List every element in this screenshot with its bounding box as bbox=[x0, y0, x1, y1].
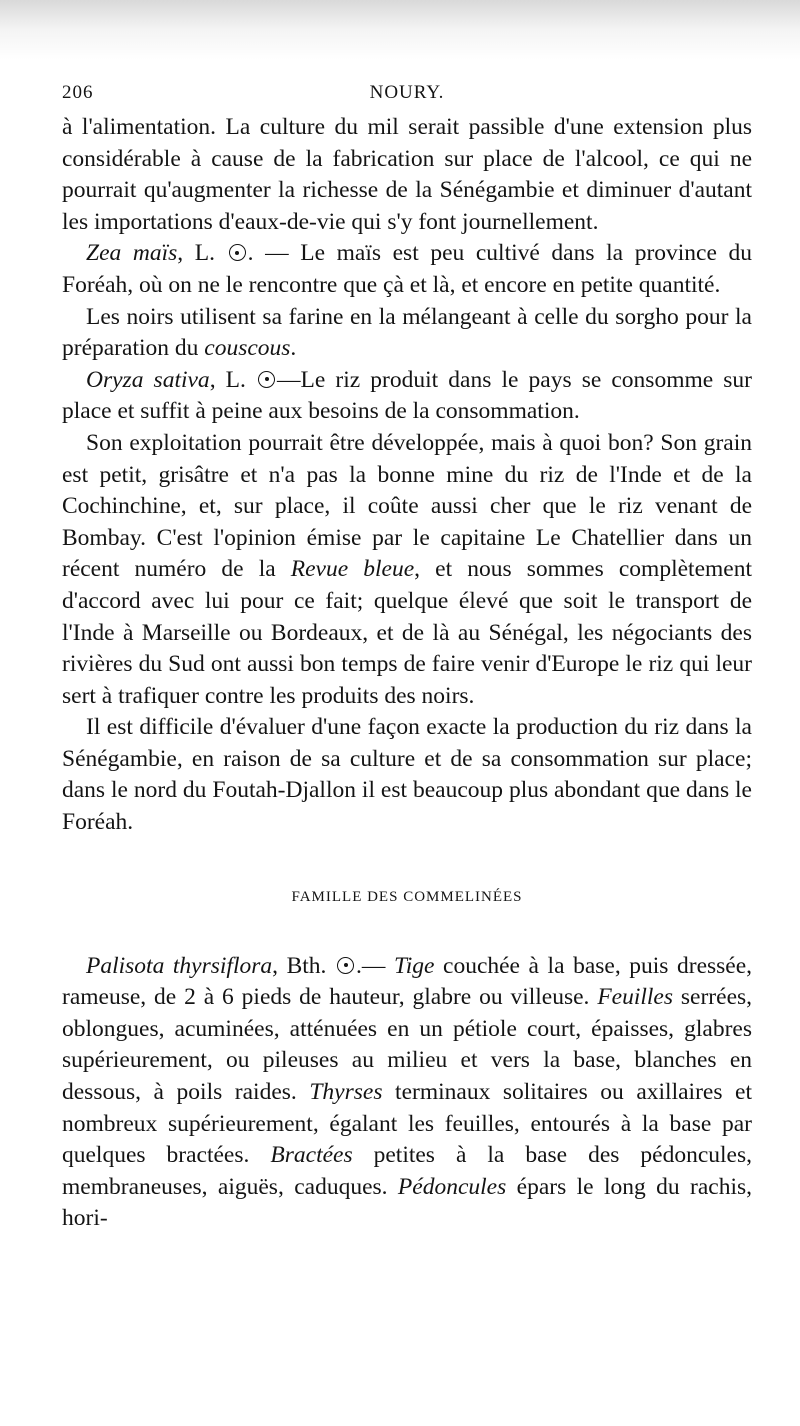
page-header bbox=[62, 82, 752, 106]
tige-description: couchée à la base, puis dressée, rameuse, de 2 à 6 pieds de hauteur, glabre ou villeuse. bbox=[62, 952, 753, 1011]
species-name-zea-mais: Zea maïs bbox=[86, 240, 178, 267]
species-author: , L. bbox=[209, 366, 246, 393]
species-author: , L. bbox=[177, 240, 215, 267]
paragraph-text: —Le riz produit dans le pays se consomme sur place et suffit à peine aux besoins de la consommation. bbox=[62, 366, 753, 425]
term-pedoncules: Pédoncules bbox=[397, 1173, 507, 1200]
term-thyrses: Thyrses bbox=[309, 1079, 383, 1106]
annual-plant-symbol-icon bbox=[337, 957, 354, 974]
running-head: NOURY. bbox=[369, 82, 445, 103]
paragraph-production: Il est difficile d'évaluer d'une façon exacte la production du riz dans la Sénégambie, en raison de sa culture et de sa consommation sur place; dans le nord du Foutah-Djallon il est beaucoup plus abondant que dans le Foréah. bbox=[62, 714, 752, 836]
paragraph-palisota: Palisota thyrsiflora, Bth. .— Tige couchée à la base, puis dressée, rameuse, de 2 à 6 pieds de hauteur, glabre ou villeuse. Feuilles serrées, oblongues, acuminées, atténuées en un pétiole court, épaisses, glabres supérieurement, ou pileuses au milieu et vers la base, blanches en dessous, à poils raides. Thyrses terminaux solitaires ou axillaires et nombreux supérieurement, égalant les feuilles, entourés à la base par quelques bractées. Bractées petites à la base des pédoncules, membraneuses, aiguës, caduques. Pédoncules épars le long du rachis, hori- bbox=[62, 952, 753, 1232]
annual-plant-symbol-icon bbox=[229, 244, 246, 261]
species-author: , Bth. bbox=[272, 952, 327, 979]
italic-title-revue-bleue: Revue bleue bbox=[290, 556, 415, 583]
bractees-description: petites à la base des pédoncules, membraneuses, aiguës, caduques. bbox=[62, 1142, 753, 1200]
paragraph-oryza-sativa bbox=[62, 365, 752, 428]
section-heading: FAMILLE DES COMMELINÉES bbox=[291, 888, 523, 905]
term-tige: Tige bbox=[393, 952, 435, 979]
term-feuilles: Feuilles bbox=[597, 984, 674, 1011]
paragraph-couscous bbox=[62, 302, 752, 365]
paragraph-text: Les noirs utilisent sa farine en la mélangeant à celle du sorgho pour la préparation du bbox=[62, 303, 752, 362]
pedoncules-description: épars le long du rachis, hori- bbox=[62, 1173, 753, 1232]
species-name-oryza-sativa: Oryza sativa bbox=[86, 366, 210, 393]
feuilles-description: serrées, oblongues, acuminées, atténuées en un pétiole court, épaisses, glabres supérieurement, ou pileuses au milieu et vers la base, blanches en dessous, à poils raides. bbox=[62, 984, 753, 1106]
species-name-palisota: Palisota thyrsiflora bbox=[86, 952, 273, 979]
thyrses-description: terminaux solitaires ou axillaires et nombreux supérieurement, égalant les feuilles, entourés à la base par quelques bractées. bbox=[62, 1079, 752, 1169]
paragraph-zea-mais: Zea maïs, L. . — Le maïs est peu cultivé dans la province du Foréah, où on ne le rencontre que çà et là, et encore en petite quantité. bbox=[62, 240, 753, 298]
annual-plant-symbol-icon bbox=[258, 371, 275, 388]
body-text bbox=[62, 112, 752, 1235]
paragraph-text: — Le maïs est peu cultivé dans la province du Foréah, où on ne le rencontre que çà et là, et encore en petite quantité. bbox=[62, 240, 753, 298]
paragraph-exploitation bbox=[62, 428, 752, 712]
paragraph-alimentation: à l'alimentation. La culture du mil serait passible d'une extension plus considérable à cause de la fabrication sur place de l'alcool, ce qui ne pourrait qu'augmenter la richesse de la Sénégambie et diminuer d'autant les importations d'eaux-de-vie qui s'y font journellement. bbox=[62, 114, 752, 235]
paragraph-text-end: , et nous sommes complètement d'accord avec lui pour ce fait; quelque élevé que soit le transport de l'Inde à Marseille ou Bordeaux, et de là au Sénégal, les négociants des rivières du Sud ont aussi bon temps de faire venir d'Europe le riz qui leur sert à trafiquer contre les produits des noirs. bbox=[62, 556, 752, 709]
italic-term-couscous: couscous bbox=[204, 335, 291, 362]
term-bractees: Bractées bbox=[270, 1142, 353, 1169]
paragraph-text: Son exploitation pourrait être développée, mais à quoi bon? Son grain est petit, grisâtre et n'a pas la bonne mine du riz de l'Inde et de la Cochinchine, et, sur place, il coûte aussi cher que le riz venant de Bombay. C'est l'opinion émise par le capitaine Le Chatellier dans un récent numéro de la bbox=[62, 429, 752, 583]
paragraph-text-end: . bbox=[290, 335, 297, 362]
page-number: 206 bbox=[62, 82, 94, 103]
